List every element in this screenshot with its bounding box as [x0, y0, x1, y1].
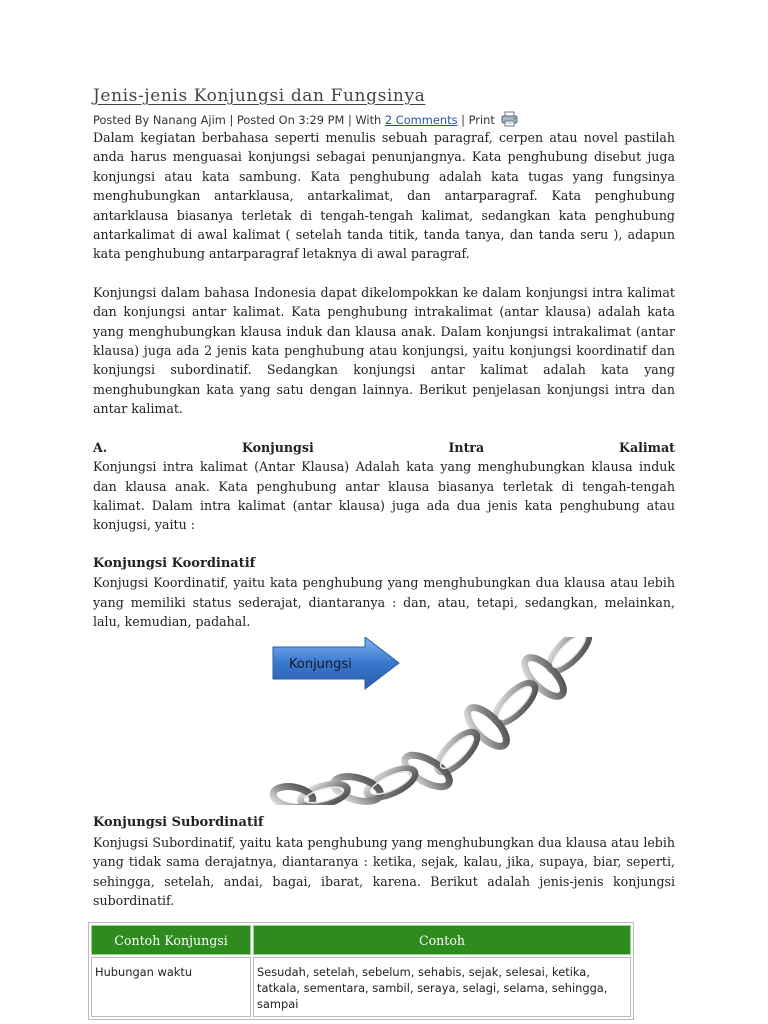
section-a-paragraph: Konjungsi intra kalimat (Antar Klausa) Adalah kata yang menghubungkan klausa induk dan klausa anak. Kata penghubung antar klausa biasanya terletak di tengah-tengah kalimat. Dalam intra kalimat (antar klausa) juga ada dua jenis kata penghubung atau konjugsi, yaitu :	[93, 459, 675, 533]
subordinatif-heading: Konjungsi Subordinatif	[93, 815, 264, 831]
table-header-row	[91, 925, 631, 955]
koordinatif-heading: Konjungsi Koordinatif	[93, 555, 256, 571]
meta-separator: |	[457, 113, 469, 127]
classification-paragraph: Konjungsi dalam bahasa Indonesia dapat dikelompokkan ke dalam konjungsi intra kalimat dan konjungsi antar kalimat. Kata penghubung intrakalimat (antar klausa) adalah kata yang menghubungkan klausa induk dan klausa anak. Dalam konjungsi intrakalimat (antar klausa) juga ada 2 jenis kata penghubung atau konjungsi, yaitu konjungsi koordinatif dan konjungsi subordinatif. Sedangkan konjungsi antar kalimat adalah kata yang menghubungkan kata yang satu dengan lainnya. Berikut penjelasan konjungsi intra dan antar kalimat.	[93, 284, 675, 417]
section-a-word: A.	[93, 439, 108, 455]
subordinatif-paragraph: Konjugsi Subordinatif, yaitu kata penghubung yang menghubungkan dua klausa atau lebih yang tidak sama derajatnya, diantaranya : ketika, sejak, kalau, jika, supaya, biar, seperti, sehingga, setelah, andai, bagai, ibarat, karena. Berikut adalah jenis-jenis konjungsi subordinatif.	[93, 834, 675, 908]
koordinatif-paragraph: Konjugsi Koordinatif, yaitu kata penghubung yang menghubungkan dua klausa atau lebih yang memiliki status sederajat, diantaranya : dan, atau, tetapi, sedangkan, melainkan, lalu, kemudian, padahal.	[93, 575, 675, 629]
table-row	[91, 957, 631, 1017]
section-a-word: Kalimat	[619, 439, 675, 455]
table-header-contoh: Contoh	[253, 925, 631, 955]
article-title[interactable]: Jenis-jenis Konjungsi dan Fungsinya	[93, 86, 426, 106]
konjungsi-chain-image	[93, 637, 675, 807]
comments-link[interactable]: 2 Comments	[384, 113, 458, 127]
article	[93, 86, 675, 1020]
post-meta	[93, 111, 675, 127]
section-a-word: Konjungsi	[241, 439, 314, 455]
section-a-heading	[93, 438, 675, 457]
table-header-contoh-konjungsi: Contoh Konjungsi	[91, 925, 251, 955]
intro-paragraph: Dalam kegiatan berbahasa seperti menulis sebuah paragraf, cerpen atau novel pastilah anda harus menguasai konjungsi sebagai penunjangnya. Kata penghubung disebut juga konjungsi atau kata sambung. Kata penghubung adalah kata tugas yang fungsinya menghubungkan antarklausa, antarkalimat, dan antarparagraf. Kata penghubung antarklausa biasanya terletak di tengah-tengah kalimat, sedangkan kata penghubung antarkalimat di awal kalimat ( setelah tanda titik, tanda tanya, dan tanda seru ), adapun kata penghubung antarparagraf letaknya di awal paragraf.	[93, 130, 675, 262]
spacer	[93, 535, 675, 554]
chain-illustration	[269, 637, 599, 805]
table-cell-type: Hubungan waktu	[91, 957, 251, 1017]
spacer	[93, 419, 675, 438]
print-link[interactable]: Print	[468, 113, 495, 127]
section-a-word: Intra	[448, 439, 485, 455]
spacer	[93, 264, 675, 283]
arrow-label: Konjungsi	[289, 657, 352, 673]
subordinatif-examples-table	[88, 922, 634, 1020]
post-meta-author-date: Posted By Nanang Ajim | Posted On 3:29 PM | With	[93, 113, 385, 127]
table-cell-examples: Sesudah, setelah, sebelum, sehabis, sejak, selesai, ketika, tatkala, sementara, sambil, seraya, selagi, selama, sehingga, sampai	[253, 957, 631, 1017]
